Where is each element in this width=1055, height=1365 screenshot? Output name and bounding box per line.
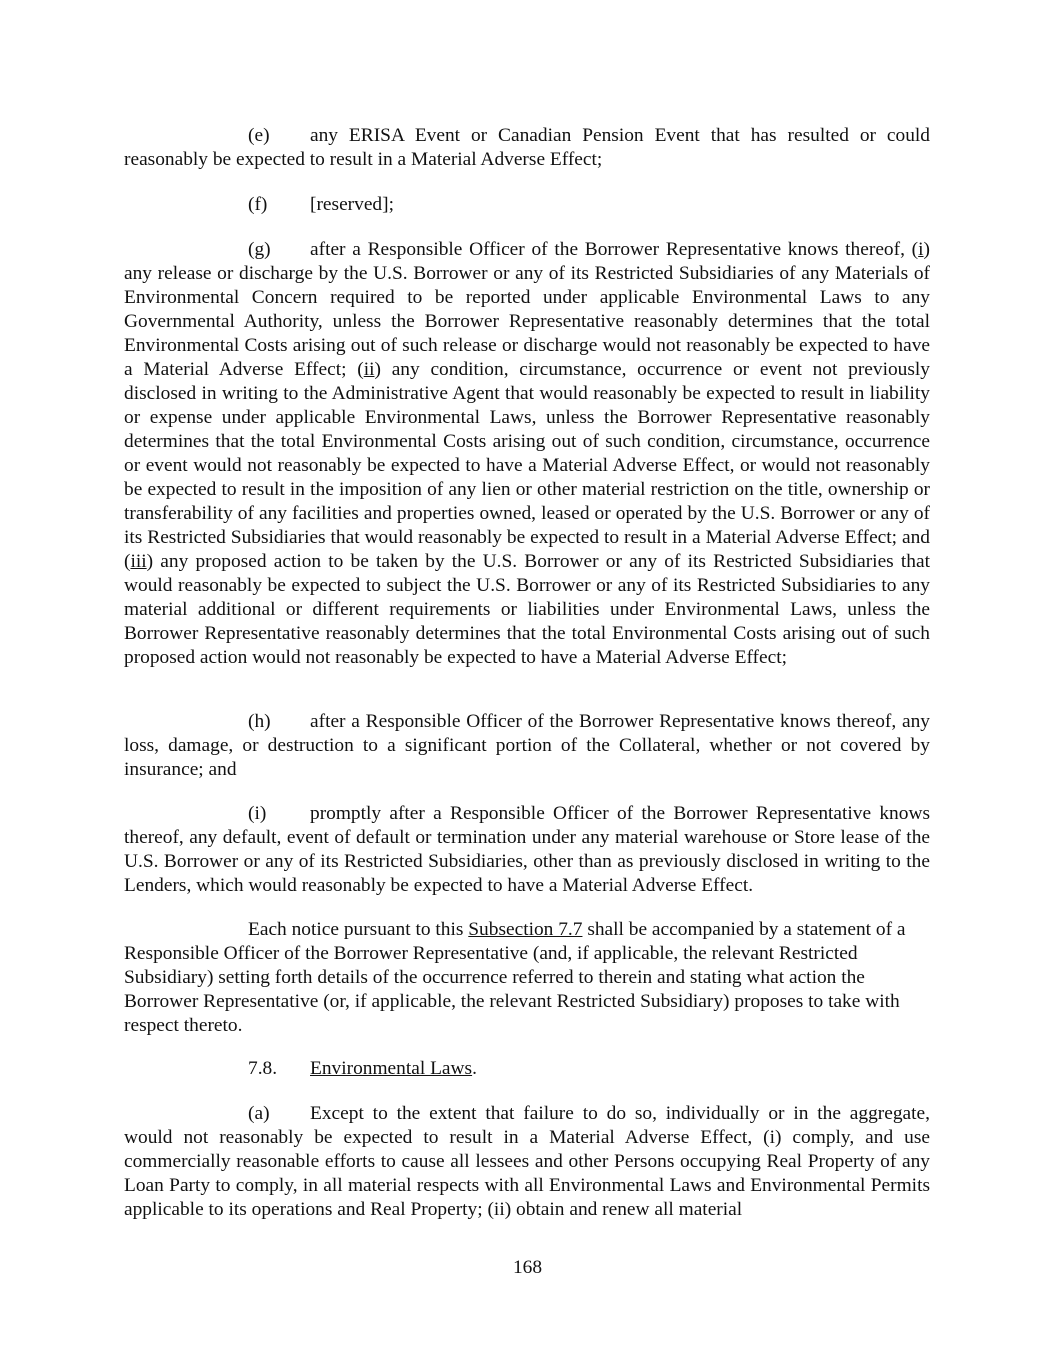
paragraph-text: any ERISA Event or Canadian Pension Event that has resulted or could reasonably be expected to result in a Material Adverse Effect;: [124, 125, 930, 170]
section-number: 7.8.: [248, 1058, 278, 1079]
paragraph-a: [124, 1102, 930, 1222]
item-i-text: any release or discharge by the U.S. Borrower or any of its Restricted Subsidiaries of any Materials of Environmental Concern required to be reported under applicable Environmental Laws to any Governmental Authority, unless the Borrower Representative reasonably determines that the total Environmental Costs arising out of such release or discharge would not reasonably be expected to have a Material Adverse Effect;: [124, 263, 930, 380]
paragraph-label: (f): [248, 194, 268, 215]
paragraph-label: (g): [248, 239, 271, 260]
section-heading: [124, 1057, 930, 1081]
item-ii-text: any condition, circumstance, occurrence or event not previously disclosed in writing to the Administrative Agent that would reasonably be expected to result in liability or expense under applicable Environmental Laws, unless the Borrower Representative reasonably determines that the total Environmental Costs arising out of such condition, circumstance, occurrence or event would not reasonably be expected to have a Material Adverse Effect, or would not reasonably be expected to result in the imposition of any lien or other material restriction on the title, ownership or transferability of any facilities and properties owned, leased or operated by the U.S. Borrower or any of its Restricted Subsidiaries that would reasonably be expected to result in a Material Adverse Effect; and: [124, 359, 930, 548]
subsection-reference-link[interactable]: Subsection 7.7: [468, 919, 583, 940]
section-title: Environmental Laws: [310, 1058, 473, 1079]
paragraph-label: (e): [248, 125, 270, 146]
notice-paragraph: [124, 918, 930, 1038]
paragraph-g-intro: after a Responsible Officer of the Borrower Representative knows thereof,: [310, 239, 905, 260]
paragraph-f: [124, 193, 930, 217]
notice-text-before: Each notice pursuant to this: [248, 919, 464, 940]
notice-text-after: shall be accompanied by a statement of a Responsible Officer of the Borrower Representative (and, if applicable, the relevant Restricted Subsidiary) setting forth details of the occurrence referred to therein and stating what action the Borrower Representative (or, if applicable, the relevant Restricted Subsidiary) proposes to take with respect thereto.: [124, 919, 906, 1036]
item-ref-i: i: [918, 239, 924, 260]
paragraph-h: [124, 710, 930, 782]
item-ref-ii: ii: [363, 359, 375, 380]
paragraph-label: (h): [248, 711, 271, 732]
paragraph-e: [124, 124, 930, 172]
paragraph-text: after a Responsible Officer of the Borrower Representative knows thereof, any loss, damage, or destruction to a significant portion of the Collateral, whether or not covered by insurance; and: [124, 711, 930, 780]
paragraph-i: [124, 802, 930, 898]
item-ref-iii: iii: [130, 551, 147, 572]
page-number: 168: [512, 1257, 543, 1278]
paragraph-g: (g) after a Responsible Officer of the Borrower Representative knows thereof, (i) any release or discharge by the U.S. Borrower or any of its Restricted Subsidiaries of any Materials of Environmental Concern required to be reported under applicable Environmental Laws to any Governmental Authority, unless the Borrower Representative reasonably determines that the total Environmental Costs arising out of such release or discharge would not reasonably be expected to have a Material Adverse Effect; (ii) any condition, circumstance, occurrence or event not previously disclosed in writing to the Administrative Agent that would reasonably be expected to result in liability or expense under applicable Environmental Laws, unless the Borrower Representative reasonably determines that the total Environmental Costs arising out of such condition, circumstance, occurrence or event would not reasonably be expected to have a Material Adverse Effect, or would not reasonably be expected to result in the imposition of any lien or other material restriction on the title, ownership or transferability of any facilities and properties owned, leased or operated by the U.S. Borrower or any of its Restricted Subsidiaries that would reasonably be expected to result in a Material Adverse Effect; and (iii) any proposed action to be taken by the U.S. Borrower or any of its Restricted Subsidiaries that would reasonably be expected to subject the U.S. Borrower or any of its Restricted Subsidiaries to any material additional or different requirements or liabilities under Environmental Laws, unless the Borrower Representative reasonably determines that the total Environmental Costs arising out of such proposed action would not reasonably be expected to have a Material Adverse Effect;: [124, 239, 930, 668]
paragraph-label: (a): [248, 1103, 270, 1124]
item-iii-text: any proposed action to be taken by the U.S. Borrower or any of its Restricted Subsidiaries that would reasonably be expected to subject the U.S. Borrower or any of its Restricted Subsidiaries to any material additional or different requirements or liabilities under Environmental Laws, unless the Borrower Representative reasonably determines that the total Environmental Costs arising out of such proposed action would not reasonably be expected to have a Material Adverse Effect;: [124, 551, 930, 668]
paragraph-text: promptly after a Responsible Officer of the Borrower Representative knows thereof, any default, event of default or termination under any material warehouse or Store lease of the U.S. Borrower or any of its Restricted Subsidiaries, other than as previously disclosed in writing to the Lenders, which would reasonably be expected to have a Material Adverse Effect.: [124, 803, 930, 896]
paragraph-text: Except to the extent that failure to do so, individually or in the aggregate, would not reasonably be expected to result in a Material Adverse Effect, (i) comply, and use commercially reasonable efforts to cause all lessees and other Persons occupying Real Property of any Loan Party to comply, in all material respects with all Environmental Laws and Environmental Permits applicable to its operations and Real Property; (ii) obtain and renew all material: [124, 1103, 930, 1220]
section-title-end: .: [472, 1058, 477, 1079]
paragraph-text: [reserved];: [310, 194, 394, 215]
paragraph-label: (i): [248, 803, 267, 824]
